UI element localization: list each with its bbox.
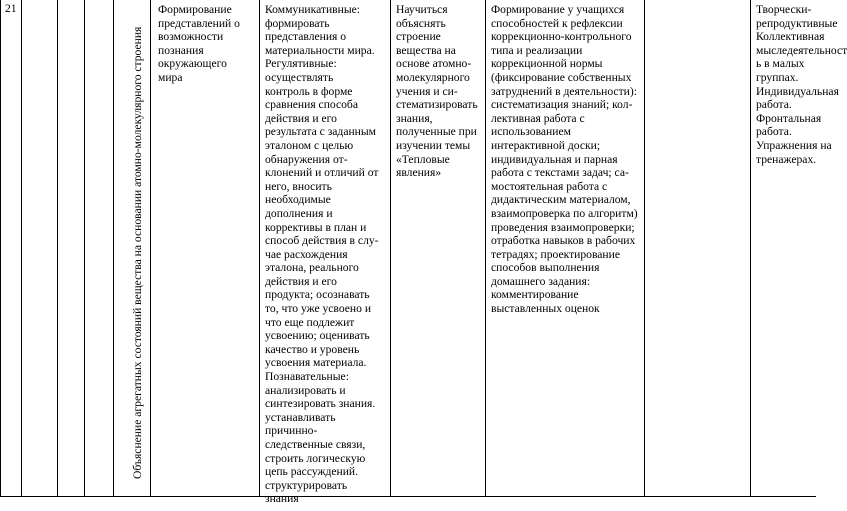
- metasubject-results-cell: Коммуникативные: формировать представления о материальности мира. Регулятивные: осуществлять контроль в форме сравнения способа действия и его результата с заданным эталоном с целью обнаружения от- клонений и отличий от него, вносить необходимые дополнения и коррективы в план и способ действия в слу- чае расхождения эталона, реального действия и его продукта; осознавать то, что уже усвоено и что еще подлежит усвоению; оценивать качество и уровень усвоения материала. Познавательные: анализировать и синтезировать знания. устанавливать причинно- следственные связи, строить логическую цепь рассуждений. структурировать знания: [265, 3, 379, 506]
- column-divider: [21, 0, 22, 497]
- column-divider: [644, 0, 645, 497]
- column-divider: [750, 0, 751, 497]
- column-divider: [259, 0, 260, 497]
- column-divider: [390, 0, 391, 497]
- column-divider: [84, 0, 85, 497]
- forms-of-work-cell: Творчески- репродуктивные Коллективная мыследеятельност ь в малых группах. Индивидуальная работа. Фронтальная работа. Упражнения на тренажерах.: [756, 3, 847, 166]
- personal-results-cell: Формирование представлений о возможности познания окружающего мира: [158, 3, 240, 84]
- column-divider: [485, 0, 486, 497]
- subject-results-cell: Научиться объяснять строение вещества на основе атомно- молекулярного учения и си- стематизировать знания, полученные при изучении темы «Тепловые явления»: [396, 3, 478, 180]
- topic-cell: [113, 0, 150, 497]
- row-number: 21: [5, 2, 17, 15]
- column-divider: [150, 0, 151, 497]
- table-border-left: [0, 0, 1, 497]
- student-activities-cell: Формирование у учащихся способностей к рефлексии коррекционно-контрольного типа и реализации коррекционной нормы (фиксирование собственных затруднений в деятельности): систематизация знаний; кол- лективная работа с использованием интерактивной доски; индивидуальная и парная работа с текстами задач; са- мостоятельная работа с дидактическим материалом, взаимопроверка по алгоритм) проведения взаимопроверки; отработка навыков в рабочих тетрадях; проектирование способов выполнения домашнего задания: комментирование выставленных оценок: [491, 3, 638, 316]
- column-divider: [57, 0, 58, 497]
- lesson-topic: Объяснение агрегатных состояний вещества на основании атомно-молекулярного строения: [131, 26, 144, 479]
